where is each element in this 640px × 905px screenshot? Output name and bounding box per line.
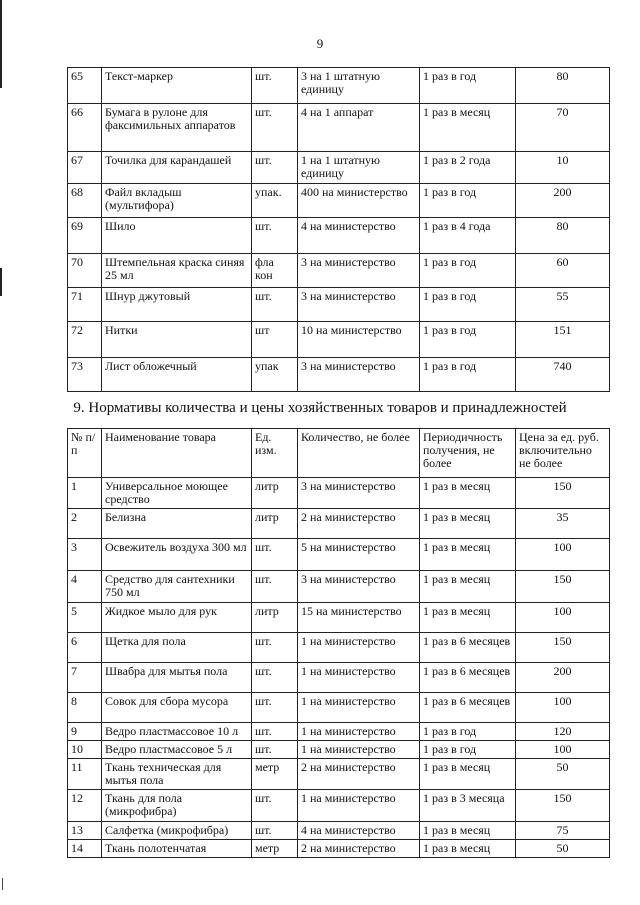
cell-period: 1 раз в год — [420, 741, 516, 759]
cell-name: Штемпельная краска синяя 25 мл — [102, 254, 252, 288]
cell-period: 1 раз в месяц — [420, 840, 516, 858]
cell-period: 1 раз в месяц — [420, 571, 516, 603]
cell-unit: шт. — [252, 741, 298, 759]
cell-no: 2 — [68, 509, 102, 539]
cell-unit: шт. — [252, 723, 298, 741]
cell-qty: 1 на министерство — [298, 723, 420, 741]
cell-period: 1 раз в месяц — [420, 478, 516, 509]
cell-qty: 1 на министерство — [298, 741, 420, 759]
cell-no: 6 — [68, 633, 102, 663]
scan-edge-mark — [2, 878, 3, 890]
table-row — [68, 68, 610, 104]
cell-unit: шт — [252, 322, 298, 358]
cell-qty: 5 на министерство — [298, 539, 420, 571]
cell-name: Универсальное моющее средство — [102, 478, 252, 509]
cell-unit: шт. — [252, 104, 298, 152]
cell-no: 14 — [68, 840, 102, 858]
table-row — [68, 603, 610, 633]
cell-unit: шт. — [252, 790, 298, 822]
cell-no: 1 — [68, 478, 102, 509]
cell-unit: шт. — [252, 218, 298, 254]
cell-no: 3 — [68, 539, 102, 571]
cell-unit: шт. — [252, 539, 298, 571]
cell-no: 10 — [68, 741, 102, 759]
cell-period: 1 раз в 2 года — [420, 152, 516, 184]
table-header-row — [68, 429, 610, 478]
supplies-table-continued — [67, 67, 610, 392]
cell-period: 1 раз в месяц — [420, 509, 516, 539]
cell-unit: шт. — [252, 571, 298, 603]
cell-price: 60 — [516, 254, 610, 288]
cell-name: Шнур джутовый — [102, 288, 252, 322]
cell-name: Ткань техническая для мытья пола — [102, 759, 252, 790]
cell-no: 66 — [68, 104, 102, 152]
cell-period: 1 раз в год — [420, 184, 516, 218]
cell-name: Бумага в рулоне для факсимильных аппаратов — [102, 104, 252, 152]
cell-qty: 3 на министерство — [298, 571, 420, 603]
cell-price: 50 — [516, 840, 610, 858]
cell-price: 150 — [516, 571, 610, 603]
cell-name: Лист обложечный — [102, 358, 252, 392]
scan-edge-mark — [0, 268, 2, 296]
cell-qty: 1 на министерство — [298, 790, 420, 822]
cell-period: 1 раз в месяц — [420, 603, 516, 633]
header-period: Периодичность получения, не более — [420, 429, 516, 478]
table-row — [68, 663, 610, 693]
cell-unit: шт. — [252, 633, 298, 663]
cell-unit: шт. — [252, 663, 298, 693]
cell-name: Салфетка (микрофибра) — [102, 822, 252, 840]
cell-no: 13 — [68, 822, 102, 840]
cell-qty: 3 на 1 штатную единицу — [298, 68, 420, 104]
cell-no: 9 — [68, 723, 102, 741]
header-price: Цена за ед. руб. включительно не более — [516, 429, 610, 478]
cell-price: 200 — [516, 184, 610, 218]
table-row — [68, 152, 610, 184]
cell-period: 1 раз в 4 года — [420, 218, 516, 254]
cell-price: 35 — [516, 509, 610, 539]
cell-name: Совок для сбора мусора — [102, 693, 252, 723]
cell-period: 1 раз в год — [420, 68, 516, 104]
cell-price: 10 — [516, 152, 610, 184]
cell-qty: 15 на министерство — [298, 603, 420, 633]
cell-price: 80 — [516, 68, 610, 104]
cell-name: Точилка для карандашей — [102, 152, 252, 184]
cell-name: Средство для сантехники 750 мл — [102, 571, 252, 603]
table-row — [68, 358, 610, 392]
cell-no: 69 — [68, 218, 102, 254]
cell-unit: фла кон — [252, 254, 298, 288]
cell-no: 70 — [68, 254, 102, 288]
cell-price: 50 — [516, 759, 610, 790]
cell-name: Ткань полотенчатая — [102, 840, 252, 858]
cell-no: 67 — [68, 152, 102, 184]
cell-qty: 4 на министерство — [298, 218, 420, 254]
cell-unit: литр — [252, 478, 298, 509]
cell-no: 7 — [68, 663, 102, 693]
cell-unit: метр — [252, 759, 298, 790]
cell-period: 1 раз в год — [420, 723, 516, 741]
table-row — [68, 509, 610, 539]
table-row — [68, 478, 610, 509]
cell-price: 200 — [516, 663, 610, 693]
cell-unit: шт. — [252, 822, 298, 840]
cell-unit: метр — [252, 840, 298, 858]
cell-qty: 1 на министерство — [298, 663, 420, 693]
cell-price: 100 — [516, 693, 610, 723]
cell-unit: шт. — [252, 68, 298, 104]
table-row — [68, 840, 610, 858]
cell-qty: 3 на министерство — [298, 358, 420, 392]
cell-period: 1 раз в год — [420, 254, 516, 288]
cell-qty: 1 на 1 штатную единицу — [298, 152, 420, 184]
cell-name: Файл вкладыш (мультифора) — [102, 184, 252, 218]
cell-name: Белизна — [102, 509, 252, 539]
table-row — [68, 288, 610, 322]
cell-no: 68 — [68, 184, 102, 218]
cell-name: Щетка для пола — [102, 633, 252, 663]
cell-qty: 400 на министерство — [298, 184, 420, 218]
table-row — [68, 254, 610, 288]
table-row — [68, 218, 610, 254]
cell-period: 1 раз в 3 месяца — [420, 790, 516, 822]
cell-name: Нитки — [102, 322, 252, 358]
household-goods-table — [67, 428, 610, 858]
cell-unit: упак — [252, 358, 298, 392]
table-row — [68, 104, 610, 152]
cell-price: 100 — [516, 603, 610, 633]
cell-period: 1 раз в месяц — [420, 759, 516, 790]
table-row — [68, 822, 610, 840]
section-heading: 9. Нормативы количества и цены хозяйственных товаров и принадлежностей — [73, 400, 567, 416]
cell-price: 150 — [516, 790, 610, 822]
cell-period: 1 раз в 6 месяцев — [420, 663, 516, 693]
cell-price: 151 — [516, 322, 610, 358]
cell-price: 75 — [516, 822, 610, 840]
cell-no: 72 — [68, 322, 102, 358]
cell-name: Шило — [102, 218, 252, 254]
cell-qty: 1 на министерство — [298, 693, 420, 723]
cell-name: Ведро пластмассовое 5 л — [102, 741, 252, 759]
cell-qty: 4 на 1 аппарат — [298, 104, 420, 152]
cell-qty: 2 на министерство — [298, 759, 420, 790]
cell-unit: литр — [252, 509, 298, 539]
table-row — [68, 539, 610, 571]
cell-qty: 4 на министерство — [298, 822, 420, 840]
cell-no: 4 — [68, 571, 102, 603]
cell-qty: 3 на министерство — [298, 478, 420, 509]
cell-unit: шт. — [252, 288, 298, 322]
cell-period: 1 раз в год — [420, 322, 516, 358]
cell-price: 100 — [516, 741, 610, 759]
cell-no: 12 — [68, 790, 102, 822]
header-no: № п/п — [68, 429, 102, 478]
cell-price: 740 — [516, 358, 610, 392]
cell-qty: 3 на министерство — [298, 288, 420, 322]
table-row — [68, 693, 610, 723]
cell-unit: шт. — [252, 693, 298, 723]
table-row — [68, 759, 610, 790]
cell-period: 1 раз в 6 месяцев — [420, 633, 516, 663]
cell-no: 71 — [68, 288, 102, 322]
cell-price: 80 — [516, 218, 610, 254]
table-row — [68, 571, 610, 603]
cell-qty: 2 на министерство — [298, 840, 420, 858]
page-number: 9 — [316, 36, 324, 51]
header-unit: Ед. изм. — [252, 429, 298, 478]
table-row — [68, 633, 610, 663]
cell-period: 1 раз в год — [420, 288, 516, 322]
cell-name: Жидкое мыло для рук — [102, 603, 252, 633]
cell-no: 8 — [68, 693, 102, 723]
cell-qty: 3 на министерство — [298, 254, 420, 288]
cell-period: 1 раз в месяц — [420, 104, 516, 152]
cell-name: Текст-маркер — [102, 68, 252, 104]
cell-period: 1 раз в месяц — [420, 822, 516, 840]
cell-unit: упак. — [252, 184, 298, 218]
cell-unit: шт. — [252, 152, 298, 184]
cell-period: 1 раз в месяц — [420, 539, 516, 571]
cell-name: Ткань для пола (микрофибра) — [102, 790, 252, 822]
cell-qty: 10 на министерство — [298, 322, 420, 358]
table-row — [68, 723, 610, 741]
cell-no: 65 — [68, 68, 102, 104]
cell-no: 11 — [68, 759, 102, 790]
cell-no: 5 — [68, 603, 102, 633]
table-row — [68, 322, 610, 358]
cell-price: 120 — [516, 723, 610, 741]
cell-name: Швабра для мытья пола — [102, 663, 252, 693]
cell-price: 150 — [516, 633, 610, 663]
header-qty: Количество, не более — [298, 429, 420, 478]
cell-price: 70 — [516, 104, 610, 152]
cell-qty: 1 на министерство — [298, 633, 420, 663]
header-name: Наименование товара — [102, 429, 252, 478]
table-row — [68, 184, 610, 218]
cell-qty: 2 на министерство — [298, 509, 420, 539]
cell-unit: литр — [252, 603, 298, 633]
table-row — [68, 790, 610, 822]
table-row — [68, 741, 610, 759]
cell-name: Освежитель воздуха 300 мл — [102, 539, 252, 571]
cell-name: Ведро пластмассовое 10 л — [102, 723, 252, 741]
cell-price: 150 — [516, 478, 610, 509]
cell-price: 55 — [516, 288, 610, 322]
cell-price: 100 — [516, 539, 610, 571]
cell-no: 73 — [68, 358, 102, 392]
cell-period: 1 раз в год — [420, 358, 516, 392]
cell-period: 1 раз в 6 месяцев — [420, 693, 516, 723]
